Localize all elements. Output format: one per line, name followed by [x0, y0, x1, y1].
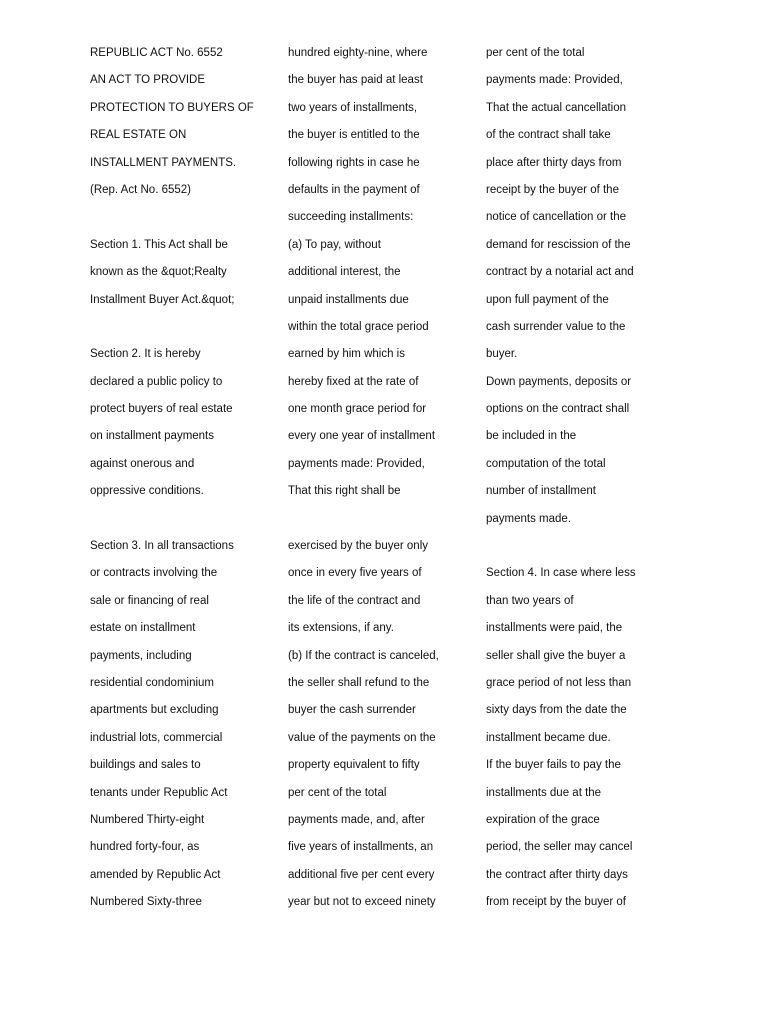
- text-line: Section 2. It is hereby: [90, 348, 201, 361]
- text-line: That the actual cancellation: [486, 101, 627, 114]
- text-line: within the total grace period: [288, 320, 429, 333]
- text-line: once in every five years of: [288, 567, 422, 580]
- text-line: residential condominium: [90, 676, 215, 689]
- text-column-3: [486, 40, 666, 917]
- blank-line: [90, 204, 270, 231]
- text-line: payments made: Provided,: [288, 457, 425, 470]
- text-line: (a) To pay, without: [288, 238, 381, 251]
- text-line: INSTALLMENT PAYMENTS.: [90, 156, 237, 169]
- text-line: tenants under Republic Act: [90, 786, 228, 799]
- text-line: payments made, and, after: [288, 813, 425, 826]
- text-line: Numbered Sixty-three: [90, 896, 202, 909]
- text-line: the seller shall refund to the: [288, 676, 430, 689]
- text-line: Numbered Thirty-eight: [90, 813, 205, 826]
- text-line: of the contract shall take: [486, 129, 611, 142]
- text-line: (Rep. Act No. 6552): [90, 183, 191, 196]
- text-line: apartments but excluding: [90, 704, 219, 717]
- text-line: exercised by the buyer only: [288, 540, 428, 553]
- text-line: estate on installment: [90, 622, 196, 635]
- text-line: buildings and sales to: [90, 759, 201, 772]
- text-line: per cent of the total: [288, 786, 387, 799]
- text-line: the buyer is entitled to the: [288, 129, 420, 142]
- text-line: industrial lots, commercial: [90, 731, 223, 744]
- text-line: sale or financing of real: [90, 594, 209, 607]
- text-line: AN ACT TO PROVIDE: [90, 74, 206, 87]
- text-line: succeeding installments:: [288, 211, 414, 224]
- text-line: number of installment: [486, 485, 596, 498]
- text-column-2: [288, 40, 468, 917]
- text-line: one month grace period for: [288, 403, 427, 416]
- text-line: period, the seller may cancel: [486, 841, 633, 854]
- text-line: earned by him which is: [288, 348, 405, 361]
- text-line: five years of installments, an: [288, 841, 434, 854]
- text-line: defaults in the payment of: [288, 183, 420, 196]
- blank-line: [486, 533, 666, 560]
- text-line: value of the payments on the: [288, 731, 436, 744]
- text-line: place after thirty days from: [486, 156, 622, 169]
- text-line: payments, including: [90, 649, 192, 662]
- text-line: If the buyer fails to pay the: [486, 759, 621, 772]
- text-line: on installment payments: [90, 430, 215, 443]
- text-line: the life of the contract and: [288, 594, 421, 607]
- text-line: installments due at the: [486, 786, 602, 799]
- text-line: oppressive conditions.: [90, 485, 204, 498]
- text-line: the buyer has paid at least: [288, 74, 423, 87]
- text-line: notice of cancellation or the: [486, 211, 627, 224]
- text-line: grace period of not less than: [486, 676, 632, 689]
- text-line: That this right shall be: [288, 485, 401, 498]
- text-line: following rights in case he: [288, 156, 420, 169]
- text-line: receipt by the buyer of the: [486, 183, 619, 196]
- text-line: property equivalent to fifty: [288, 759, 420, 772]
- text-line: protect buyers of real estate: [90, 403, 233, 416]
- text-line: Section 4. In case where less: [486, 567, 636, 580]
- text-line: installment became due.: [486, 731, 611, 744]
- text-line: hundred forty-four, as: [90, 841, 200, 854]
- text-line: amended by Republic Act: [90, 868, 221, 881]
- text-line: options on the contract shall: [486, 403, 630, 416]
- text-line: cash surrender value to the: [486, 320, 626, 333]
- text-line: be included in the: [486, 430, 577, 443]
- text-line: upon full payment of the: [486, 293, 609, 306]
- text-line: every one year of installment: [288, 430, 436, 443]
- text-line: hereby fixed at the rate of: [288, 375, 419, 388]
- text-line: installments were paid, the: [486, 622, 623, 635]
- text-line: Section 3. In all transactions: [90, 540, 234, 553]
- text-line: known as the &quot;Realty: [90, 266, 227, 279]
- text-line: from receipt by the buyer of: [486, 896, 626, 909]
- text-line: PROTECTION TO BUYERS OF: [90, 101, 254, 114]
- text-line: hundred eighty-nine, where: [288, 47, 428, 59]
- text-line: or contracts involving the: [90, 567, 218, 580]
- text-line: than two years of: [486, 594, 574, 607]
- text-line: computation of the total: [486, 457, 606, 470]
- text-line: payments made.: [486, 512, 572, 525]
- text-line: REAL ESTATE ON: [90, 129, 187, 142]
- text-column-1: [90, 40, 270, 917]
- text-line: against onerous and: [90, 457, 195, 470]
- text-line: contract by a notarial act and: [486, 266, 634, 279]
- text-line: additional five per cent every: [288, 868, 435, 881]
- text-line: seller shall give the buyer a: [486, 649, 626, 662]
- text-line: Installment Buyer Act.&quot;: [90, 293, 235, 306]
- text-line: buyer the cash surrender: [288, 704, 416, 717]
- text-line: additional interest, the: [288, 266, 401, 279]
- text-line: sixty days from the date the: [486, 704, 627, 717]
- text-line: (b) If the contract is canceled,: [288, 649, 439, 662]
- text-line: its extensions, if any.: [288, 622, 394, 635]
- text-line: declared a public policy to: [90, 375, 223, 388]
- text-line: the contract after thirty days: [486, 868, 628, 881]
- text-line: expiration of the grace: [486, 813, 600, 826]
- text-line: unpaid installments due: [288, 293, 409, 306]
- text-line: payments made: Provided,: [486, 74, 623, 87]
- blank-line: [90, 506, 270, 533]
- blank-line: [288, 506, 468, 533]
- text-line: demand for rescission of the: [486, 238, 631, 251]
- text-line: two years of installments,: [288, 101, 418, 114]
- text-line: year but not to exceed ninety: [288, 896, 436, 909]
- blank-line: [90, 314, 270, 341]
- text-line: per cent of the total: [486, 47, 585, 59]
- text-line: REPUBLIC ACT No. 6552: [90, 47, 223, 59]
- text-line: buyer.: [486, 348, 518, 361]
- text-line: Section 1. This Act shall be: [90, 238, 228, 251]
- text-line: Down payments, deposits or: [486, 375, 632, 388]
